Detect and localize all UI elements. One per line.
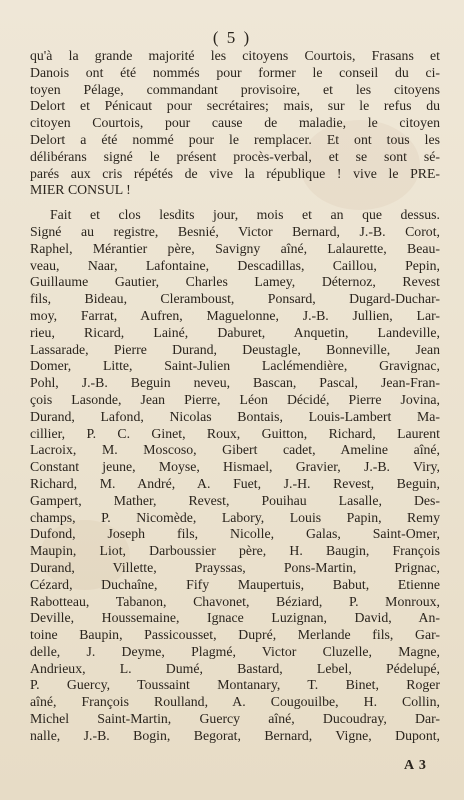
text-line: Maupin, Liot, Darboussier père, H. Baugin, François: [30, 543, 440, 559]
body-text: [30, 48, 440, 745]
text-line: nalle, J.-B. Bogin, Begorat, Bernard, Vigne, Dupont,: [30, 727, 440, 743]
text-line: Danois ont été nommés pour former le conseil du ci-: [30, 64, 440, 80]
signature-mark: A 3: [404, 758, 427, 773]
page-number: ( 5 ): [212, 28, 252, 47]
paragraph-minutes: [30, 48, 440, 199]
text-line: Gampert, Mather, Revest, Pouihau Lasalle, Des-: [30, 492, 440, 508]
text-line: Guillaume Gautier, Charles Lamey, Déternoz, Revest: [30, 274, 440, 290]
text-line: citoyen Courtois, pour cause de maladie, le citoyen: [30, 115, 440, 131]
text-line: qu'à la grande majorité les citoyens Courtois, Frasans et: [30, 48, 440, 63]
text-line: Delort a été nommé pour le remplacer. Et ont tous les: [30, 131, 440, 147]
text-line: parés aux cris répétés de vive la république ! vive le PRE-: [30, 165, 440, 181]
text-line: P. Guercy, Toussaint Montanary, T. Binet, Roger: [30, 677, 440, 693]
paragraph-signatories: [30, 207, 440, 745]
text-line: Deville, Houssemaine, Ignace Luzignan, David, An-: [30, 610, 440, 626]
text-line: Cézard, Duchaîne, Fify Maupertuis, Babut, Etienne: [30, 576, 440, 592]
text-line: Lacroix, M. Moscoso, Gibert cadet, Ameline aîné,: [30, 442, 440, 458]
text-line: champs, P. Nicomède, Labory, Louis Papin, Remy: [30, 509, 440, 525]
text-line: Domer, Litte, Saint-Julien Laclémendière, Gravignac,: [30, 358, 440, 374]
text-line: Andrieux, L. Dumé, Bastard, Lebel, Pédelupé,: [30, 660, 440, 676]
text-line: Constant jeune, Moyse, Hismael, Gravier, J.-B. Viry,: [30, 459, 440, 475]
text-line: Raphel, Mérantier père, Savigny aîné, Lalaurette, Beau-: [30, 240, 440, 256]
text-line: aîné, François Roulland, A. Cougouilbe, H. Collin,: [30, 694, 440, 710]
text-line: MIER CONSUL !: [30, 182, 131, 198]
text-line: Pohl, J.-B. Beguin neveu, Bascan, Pascal, Jean-Fran-: [30, 375, 440, 391]
paragraph-gap: [30, 199, 440, 207]
text-line: toine Baupin, Passicousset, Dupré, Merlande fils, Gar-: [30, 627, 440, 643]
text-line: Lassarade, Pierre Durand, Deustagle, Bonneville, Jean: [30, 341, 440, 357]
text-line: delle, J. Deyme, Plagmé, Victor Cluzelle, Magne,: [30, 643, 440, 659]
text-line: cillier, P. C. Ginet, Roux, Guitton, Richard, Laurent: [30, 425, 440, 441]
text-line: Rabotteau, Tabanon, Chavonet, Béziard, P. Monroux,: [30, 593, 440, 609]
text-line: Signé au registre, Besnié, Victor Bernard, J.-B. Corot,: [30, 223, 440, 239]
text-line: veau, Naar, Lafontaine, Descadillas, Caillou, Pepin,: [30, 257, 440, 273]
text-line: délibérans signé le présent procès-verbal, et se sont sé-: [30, 148, 440, 164]
text-line: Dufond, Joseph fils, Nicolle, Galas, Saint-Omer,: [30, 526, 440, 542]
text-line: moy, Farrat, Aufren, Maguelonne, J.-B. Jullien, Lar-: [30, 307, 440, 323]
text-line: rieu, Ricard, Lainé, Daburet, Anquetin, Landeville,: [30, 324, 440, 340]
text-line: Fait et clos lesdits jour, mois et an que dessus.: [50, 207, 440, 223]
text-line: Durand, Villette, Prayssas, Pons-Martin, Prignac,: [30, 559, 440, 575]
text-line: Michel Saint-Martin, Guercy aîné, Ducoudray, Dar-: [30, 711, 440, 727]
text-line: Durand, Lafond, Nicolas Bontais, Louis-Lambert Ma-: [30, 408, 440, 424]
text-line: fils, Bideau, Cleramboust, Ponsard, Dugard-Duchar-: [30, 291, 440, 307]
text-line: çois Lasonde, Jean Pierre, Léon Décidé, Pierre Jovina,: [30, 391, 440, 407]
text-line: toyen Pélage, commandant provisoire, et les citoyens: [30, 81, 440, 97]
text-line: Richard, M. André, A. Fuet, J.-H. Revest, Beguin,: [30, 475, 440, 491]
text-line: Delort et Pénicaut pour secrétaires; mais, sur le refus du: [30, 98, 440, 114]
